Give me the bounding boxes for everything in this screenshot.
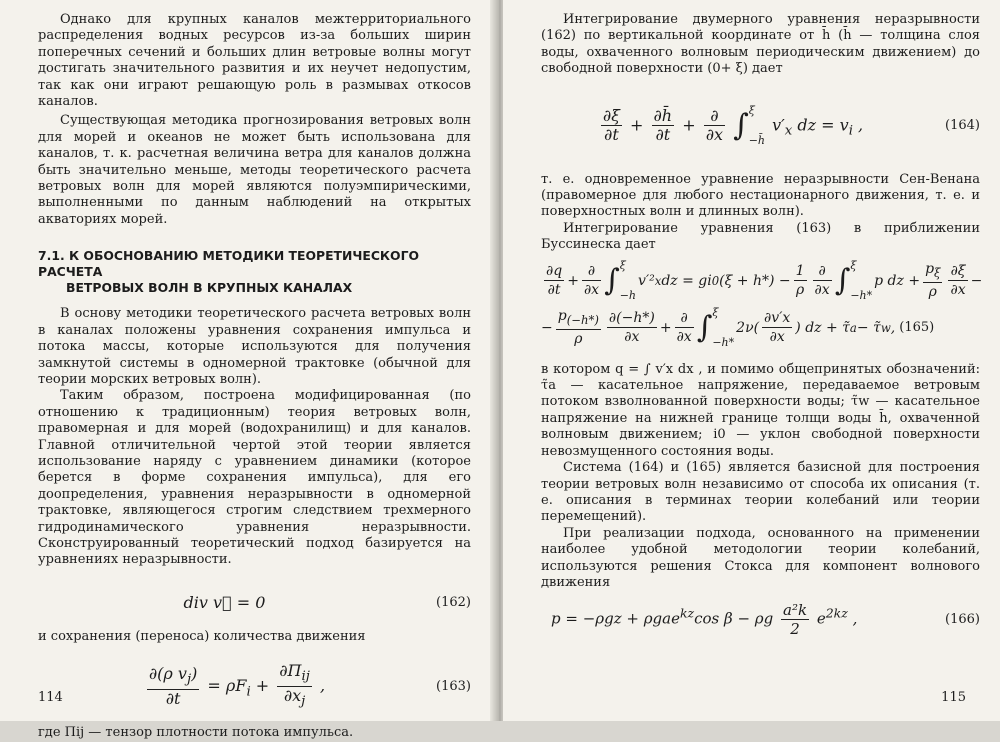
left-paragraph-6: где Πij — тензор плотности потока импульса. <box>38 725 354 741</box>
equation-162 <box>38 583 471 623</box>
right-paragraph-5: Система (164) и (165) является базисной для построения теории ветровых волн независимо от способа их описания (т. е. описания в терминах теории колебаний или теории перемещений). <box>541 460 980 525</box>
equation-163-number: (163) <box>436 678 471 694</box>
section-heading-line2: ВЕТРОВЫХ ВОЛН В КРУПНЫХ КАНАЛАХ <box>66 280 353 296</box>
equation-165 <box>541 258 983 354</box>
left-paragraph-5: и сохранения (переноса) количества движения <box>38 628 366 644</box>
left-paragraph-3: В основу методики теоретического расчета ветровых волн в каналах положены уравнения сохранения импульса и потока массы, которые используются для получения замкнутой системы в одномерной трактовке (обычной для теории морских ветровых волн). <box>38 306 471 387</box>
equation-163 <box>38 657 471 715</box>
equation-164 <box>541 86 980 166</box>
left-paragraph-4: Таким образом, построена модифицированная (по отношению к традиционным) теория ветровых волн, правомерная и для морей (водохранилищ) и для каналов. Главной отличительной чертой этой теории является использование наряду с уравнением динамики (которое берется в форме сохранения импульса), для его доопределения, уравнения неразрывности в одномерной трактовке, являющегося строгим следствием трехмерного гидродинамического уравнения неразрывности. Сконструированный теоретический подход базируется на уравнениях неразрывности. <box>38 388 471 568</box>
right-paragraph-2: т. е. одновременное уравнение неразрывности Сен-Венана (правомерное для любого нестационарного движения, т. е. и поверхностных волн и длинных волн). <box>541 171 980 220</box>
equation-166-number: (166) <box>945 611 980 627</box>
right-paragraph-3: Интегрирование уравнения (163) в приближении Буссинеска дает <box>541 220 980 253</box>
left-page <box>0 0 497 741</box>
section-heading-line1: 7.1. К ОБОСНОВАНИЮ МЕТОДИКИ ТЕОРЕТИЧЕСКОГО РАСЧЕТА <box>38 248 420 280</box>
equation-164-number: (164) <box>945 118 980 134</box>
left-paragraph-1: Однако для крупных каналов межтерриториального распределения водных ресурсов из-за больших ширин поперечных сечений и больших длин ветровые волны могут достигать значительного развития и их неучет недопустим, так как они играют решающую роль в размывах откосов каналов. <box>38 12 471 110</box>
page-number-left: 114 <box>38 690 63 705</box>
equation-165-line2: − $\frac{p_{(-h*)}}{\rho}$ $\frac{\partial(-h*)}{\partial x}$ + $\frac{\partial}{\partial x}$ ∫ ξ −h* 2ν( $\frac{\partial v'x}{\partial x}$ ) dz + τ̃ a − τ̃ w , (165) <box>541 305 935 349</box>
equation-163-body: $\frac{\partial(\rho v_j)}{\partial t}$ = $\rho F_i$ + $\frac{\partial\Pi_{ij}}{\partial x_j}$ , <box>148 660 326 709</box>
right-paragraph-4: в котором q = ∫ v′x dx , и помимо общепринятых обозначений: τ̃a — касательное напряжение, передаваемое ветровым потоком взволнованной поверхности воды; τ̃w — касательное напряжение на нижней границе толщи воды h̄, охваченной волновым движением; i0 — уклон свободной поверхности невозмущенного состояния воды. <box>541 361 980 459</box>
left-paragraph-2: Существующая методика прогнозирования ветровых волн для морей и океанов не может быть использована для каналов, т. к. расчетная величина ветра для каналов должна быть значительно меньше, методы теоретического расчета ветровых волн для морей являются полуэмпирическими, выполненными по данным наблюдений на открытых акваториях морей. <box>38 113 471 227</box>
right-paragraph-1: Интегрирование двумерного уравнения неразрывности (162) по вертикальной координате от h̄ (h̄ — толщина слоя воды, охваченного волновым периодическим движением) до свободной поверхности (0+ ξ) дает <box>541 12 980 77</box>
equation-164-body: $\frac{\partial\xi}{\partial t}$ + $\frac{\partial h̄}{\partial t}$ + $\frac{\partial}{\partial x}$ ∫ ξ −h̄ $v'_x$ dz = $v_i$ , <box>602 103 864 147</box>
equation-162-number: (162) <box>436 595 471 611</box>
equation-166 <box>541 599 980 639</box>
page-number-right: 115 <box>941 690 966 705</box>
equation-165-line1: $\frac{\partial q}{\partial t}$ + $\frac{\partial}{\partial x}$ ∫ ξ −h v′² x dz = gi 0 (ξ + h*) − $\frac{1}{\rho}$ $\frac{\partial}{\partial x}$ ∫ ξ −h* p dz + $\frac{p_\xi}{\rho}$ $\frac{\partial\xi}{\partial x}$ − <box>546 258 983 302</box>
equation-166-body: p = −ρgz + ρgae$^{kz}$cos β − ρg $\frac{\text{a²k}}{2}$ $e^{2kz}$ , <box>551 600 858 638</box>
equation-165-number: (165) <box>899 320 935 336</box>
right-page <box>503 0 1000 721</box>
equation-162-body: div v⃗ = 0 <box>183 593 266 613</box>
section-heading <box>38 248 471 296</box>
right-paragraph-6: При реализации подхода, основанного на применении наиболее удобной методологии теории колебаний, используются решения Стокса для компонент волнового движения <box>541 525 980 590</box>
